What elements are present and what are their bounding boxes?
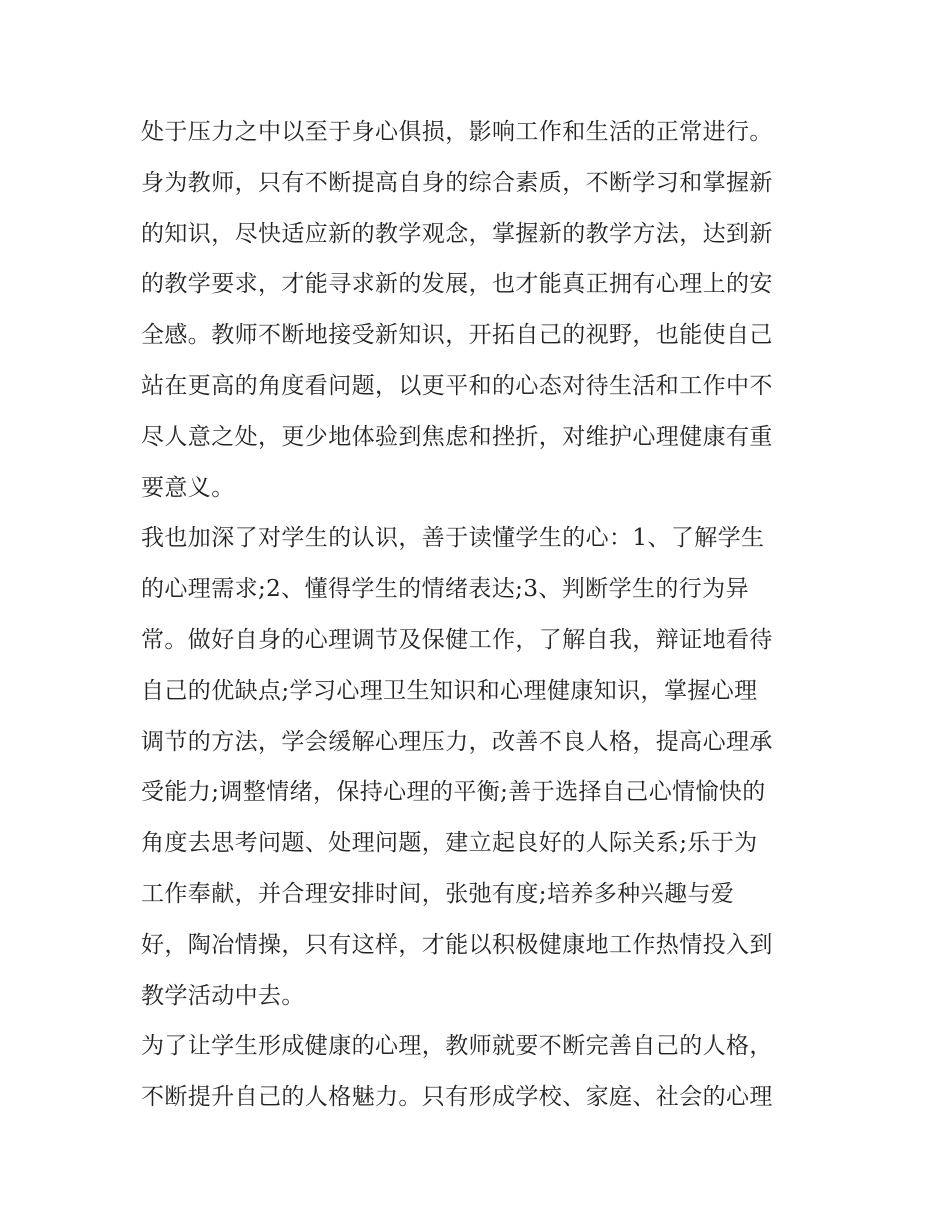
text-line-11: 常。做好自身的心理调节及保健工作，了解自我，辩证地看待 [141,626,773,653]
text-line-7: 尽人意之处，更少地体验到焦虑和挫折，对维护心理健康有重 [141,423,773,450]
text-line-9: 我也加深了对学生的认识，善于读懂学生的心：1、了解学生 [141,525,765,552]
text-line-15: 角度去思考问题、处理问题，建立起良好的人际关系;乐于为 [141,830,758,857]
text-line-10: 的心理需求;2、懂得学生的情绪表达;3、判断学生的行为异 [141,576,749,603]
text-line-19: 为了让学生形成健康的心理，教师就要不断完善自己的人格， [141,1033,773,1060]
text-line-3: 的知识，尽快适应新的教学观念，掌握新的教学方法，达到新 [141,220,773,247]
text-line-18: 教学活动中去。 [141,982,305,1009]
text-line-1: 处于压力之中以至于身心俱损，影响工作和生活的正常进行。 [141,119,773,145]
text-line-17: 好，陶冶情操，只有这样，才能以积极健康地工作热情投入到 [141,931,773,958]
text-line-20: 不断提升自己的人格魅力。只有形成学校、家庭、社会的心理 [141,1084,773,1111]
text-line-12: 自己的优缺点;学习心理卫生知识和心理健康知识，掌握心理 [141,677,758,704]
text-line-8: 要意义。 [141,474,235,501]
text-line-16: 工作奉献，并合理安排时间，张弛有度;培养多种兴趣与爱 [141,880,735,907]
text-line-4: 的教学要求，才能寻求新的发展，也才能真正拥有心理上的安 [141,271,773,298]
text-line-13: 调节的方法，学会缓解心理压力，改善不良人格，提高心理承 [141,728,773,755]
text-line-5: 全感。教师不断地接受新知识，开拓自己的视野，也能使自己 [141,322,773,349]
text-line-2: 身为教师，只有不断提高自身的综合素质，不断学习和掌握新 [141,169,773,196]
text-line-14: 受能力;调整情绪，保持心理的平衡;善于选择自己心情愉快的 [141,779,766,806]
text-line-6: 站在更高的角度看问题，以更平和的心态对待生活和工作中不 [141,372,773,399]
document-body [141,107,821,1123]
